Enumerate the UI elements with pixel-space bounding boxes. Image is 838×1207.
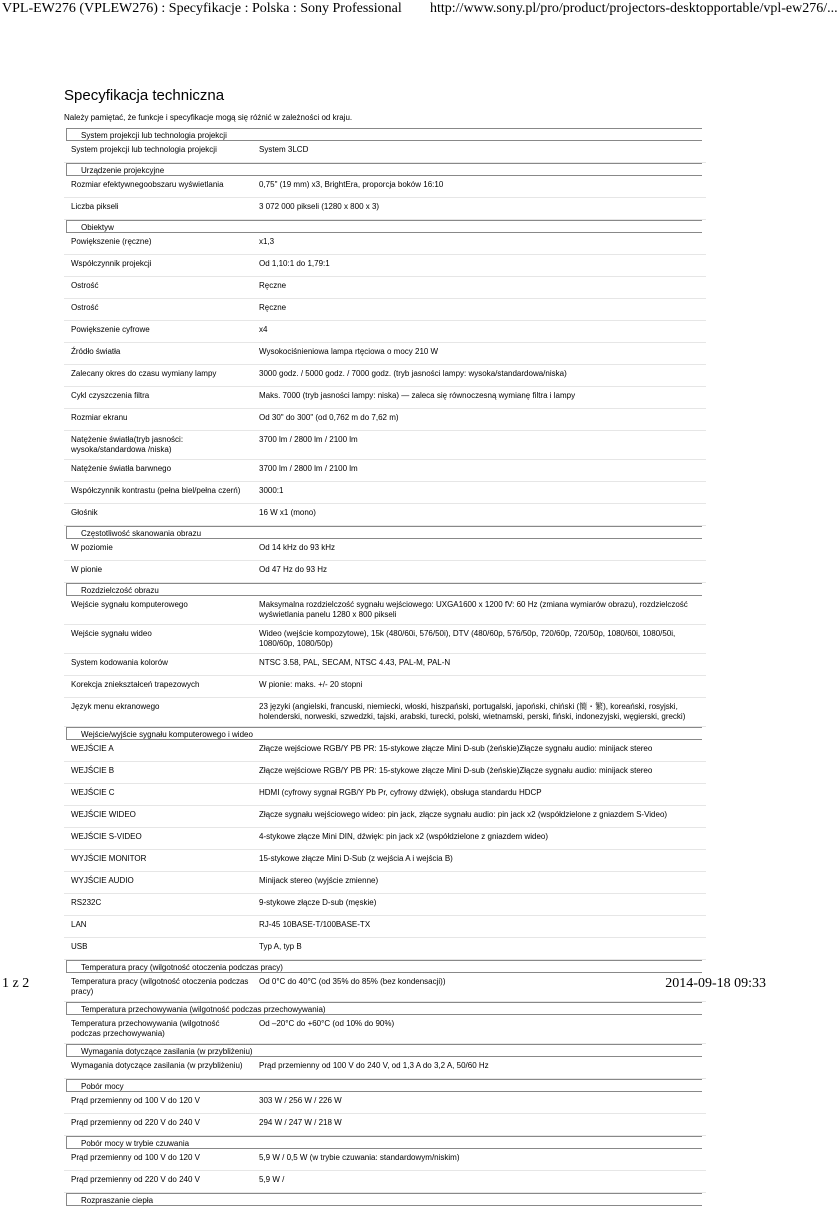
spec-row xyxy=(64,343,706,365)
spec-value: Wideo (wejście kompozytowe), 15k (480/60i, 576/50i), DTV (480/60p, 576/50p, 720/60p, 720/50p, 1080/60i, 1080/50i, 1080/60p, 1080/50p) xyxy=(259,629,676,648)
section-header: Rozpraszanie ciepła xyxy=(66,1193,702,1206)
spec-label: Wejście sygnału komputerowego xyxy=(71,600,188,609)
spec-label: W pionie xyxy=(71,565,103,574)
page-title-header: VPL-EW276 (VPLEW276) : Specyfikacje : Polska : Sony Professional xyxy=(2,1,402,16)
spec-label: WEJŚCIE WIDEO xyxy=(71,810,136,819)
spec-label: Źródło światła xyxy=(71,347,121,356)
spec-label: WEJŚCIE A xyxy=(71,744,114,753)
spec-row xyxy=(64,654,706,676)
spec-row xyxy=(64,277,706,299)
spec-row xyxy=(64,698,706,727)
spec-value: 16 W x1 (mono) xyxy=(259,508,316,517)
page-number: 1 z 2 xyxy=(2,976,30,991)
spec-row xyxy=(64,539,706,561)
spec-row xyxy=(64,828,706,850)
spec-value: Od 47 Hz do 93 Hz xyxy=(259,565,328,574)
spec-label: Powiększenie cyfrowe xyxy=(71,325,150,334)
spec-row xyxy=(64,872,706,894)
section-header: Temperatura pracy (wilgotność otoczenia podczas pracy) xyxy=(66,960,702,973)
spec-value: Maksymalna rozdzielczość sygnału wejściowego: UXGA1600 x 1200 fV: 60 Hz (zmiana wymiarów obrazu), rozdzielczość wyświetlania panelu 1280 x 800 pikseli xyxy=(259,600,688,619)
section-header: Rozdzielczość obrazu xyxy=(66,583,702,596)
spec-label: Głośnik xyxy=(71,508,98,517)
section-header: Obiektyw xyxy=(66,220,702,233)
spec-label: WEJŚCIE C xyxy=(71,788,115,797)
spec-row xyxy=(64,233,706,255)
spec-label: W poziomie xyxy=(71,543,113,552)
spec-value: Ręczne xyxy=(259,303,287,312)
print-footer xyxy=(0,974,768,994)
spec-row xyxy=(64,676,706,698)
spec-row xyxy=(64,938,706,960)
spec-value: System 3LCD xyxy=(259,145,309,154)
spec-value: x1,3 xyxy=(259,237,275,246)
spec-value: W pionie: maks. +/- 20 stopni xyxy=(259,680,363,689)
spec-label: Temperatura pracy (wilgotność otoczenia podczas pracy) xyxy=(71,977,249,996)
spec-row xyxy=(64,1015,706,1044)
spec-label: WYJŚCIE MONITOR xyxy=(71,854,147,863)
spec-value: 3700 lm / 2800 lm / 2100 lm xyxy=(259,464,358,473)
spec-label: Prąd przemienny od 100 V do 120 V xyxy=(71,1153,200,1162)
spec-value: RJ-45 10BASE-T/100BASE-TX xyxy=(259,920,371,929)
spec-value: Typ A, typ B xyxy=(259,942,302,951)
spec-row xyxy=(64,431,706,460)
spec-label: Prąd przemienny od 100 V do 120 V xyxy=(71,1096,200,1105)
spec-row xyxy=(64,1171,706,1193)
spec-label: USB xyxy=(71,942,88,951)
spec-row xyxy=(64,1114,706,1136)
spec-label: Ostrość xyxy=(71,281,99,290)
spec-row xyxy=(64,141,706,163)
spec-value: HDMI (cyfrowy sygnał RGB/Y Pb Pr, cyfrowy dźwięk), obsługa standardu HDCP xyxy=(259,788,542,797)
section-header: Wymagania dotyczące zasilania (w przybliżeniu) xyxy=(66,1044,702,1057)
spec-value: Od –20°C do +60°C (od 10% do 90%) xyxy=(259,1019,395,1028)
section-header: Pobór mocy w trybie czuwania xyxy=(66,1136,702,1149)
spec-value: Od 1,10:1 do 1,79:1 xyxy=(259,259,330,268)
page-heading: Specyfikacja techniczna xyxy=(64,87,225,104)
spec-value: Prąd przemienny od 100 V do 240 V, od 1,3 A do 3,2 A, 50/60 Hz xyxy=(259,1061,489,1070)
disclaimer-note: Należy pamiętać, że funkcje i specyfikacje mogą się różnić w zależności od kraju. xyxy=(64,113,353,122)
spec-value: 3000:1 xyxy=(259,486,284,495)
section-header: Wejście/wyjście sygnału komputerowego i wideo xyxy=(66,727,702,740)
spec-label: WEJŚCIE B xyxy=(71,766,115,775)
spec-row xyxy=(64,596,706,625)
spec-row xyxy=(64,504,706,526)
spec-label: LAN xyxy=(71,920,87,929)
spec-label: Cykl czyszczenia filtra xyxy=(71,391,150,400)
page-url: http://www.sony.pl/pro/product/projectors-desktopportable/vpl-ew276/... xyxy=(430,1,838,16)
spec-label: Rozmiar efektywnegoobszaru wyświetlania xyxy=(71,180,224,189)
spec-label: Zalecany okres do czasu wymiany lampy xyxy=(71,369,217,378)
spec-value: 5,9 W / xyxy=(259,1175,285,1184)
spec-row xyxy=(64,762,706,784)
spec-row xyxy=(64,916,706,938)
spec-label: System projekcji lub technologia projekcji xyxy=(71,145,217,154)
spec-label: Wymagania dotyczące zasilania (w przybliżeniu) xyxy=(71,1061,243,1070)
spec-label: Wejście sygnału wideo xyxy=(71,629,152,638)
spec-value: 15-stykowe złącze Mini D-Sub (z wejścia A i wejścia B) xyxy=(259,854,453,863)
spec-row xyxy=(64,198,706,220)
print-datetime: 2014-09-18 09:33 xyxy=(665,976,766,991)
spec-value: 0,75" (19 mm) x3, BrightEra, proporcja boków 16:10 xyxy=(259,180,444,189)
spec-value: Złącze wejściowe RGB/Y PB PR: 15-stykowe złącze Mini D-sub (żeńskie)Złącze sygnału audio: minijack stereo xyxy=(259,744,653,753)
spec-label: System kodowania kolorów xyxy=(71,658,168,667)
spec-row xyxy=(64,625,706,654)
spec-value: 294 W / 247 W / 218 W xyxy=(259,1118,342,1127)
spec-label: WYJŚCIE AUDIO xyxy=(71,876,134,885)
spec-value: 3000 godz. / 5000 godz. / 7000 godz. (tryb jasności lampy: wysoka/standardowa/niska) xyxy=(259,369,567,378)
spec-row xyxy=(64,784,706,806)
spec-row xyxy=(64,299,706,321)
spec-row xyxy=(64,482,706,504)
spec-label: Liczba pikseli xyxy=(71,202,119,211)
spec-label: Współczynnik kontrastu (pełna biel/pełna czerń) xyxy=(71,486,241,495)
spec-row xyxy=(64,850,706,872)
spec-value: Wysokociśnieniowa lampa rtęciowa o mocy 210 W xyxy=(259,347,439,356)
spec-label: Korekcja zniekształceń trapezowych xyxy=(71,680,200,689)
section-header: System projekcji lub technologia projekcji xyxy=(66,128,702,141)
spec-label: Prąd przemienny od 220 V do 240 V xyxy=(71,1175,200,1184)
print-header xyxy=(0,0,838,20)
spec-row xyxy=(64,460,706,482)
spec-value: 23 języki (angielski, francuski, niemiecki, włoski, hiszpański, portugalski, japoński, chiński (簡・繁), koreański, rosyjski, holenderski, norweski, szwedzki, tajski, arabski, turecki, polski, wietnamski, perski, fiński, indonezyjski, węgierski, grecki) xyxy=(259,702,686,721)
spec-row xyxy=(64,561,706,583)
section-header: Częstotliwość skanowania obrazu xyxy=(66,526,702,539)
spec-label: Współczynnik projekcji xyxy=(71,259,152,268)
spec-row xyxy=(64,894,706,916)
spec-value: 4-stykowe złącze Mini DIN, dźwięk: pin jack x2 (współdzielone z gniazdem wideo) xyxy=(259,832,549,841)
spec-value: Złącze sygnału wejściowego wideo: pin jack, złącze sygnału audio: pin jack x2 (współdzielone z gniazdem S-Video) xyxy=(259,810,668,819)
section-header: Temperatura przechowywania (wilgotność podczas przechowywania) xyxy=(66,1002,702,1015)
section-header: Pobór mocy xyxy=(66,1079,702,1092)
spec-label: Natężenie światła barwnego xyxy=(71,464,172,473)
spec-value: 9-stykowe złącze D-sub (męskie) xyxy=(259,898,377,907)
spec-value: 5,9 W / 0,5 W (w trybie czuwania: standardowym/niskim) xyxy=(259,1153,460,1162)
spec-label: WEJŚCIE S-VIDEO xyxy=(71,832,142,841)
spec-value: 3700 lm / 2800 lm / 2100 lm xyxy=(259,435,358,444)
spec-row xyxy=(64,1092,706,1114)
spec-row xyxy=(64,321,706,343)
spec-row xyxy=(64,176,706,198)
spec-value: Od 14 kHz do 93 kHz xyxy=(259,543,336,552)
spec-label: Rozmiar ekranu xyxy=(71,413,128,422)
spec-row xyxy=(64,255,706,277)
spec-row xyxy=(64,1057,706,1079)
spec-label: Ostrość xyxy=(71,303,99,312)
section-header: Urządzenie projekcyjne xyxy=(66,163,702,176)
spec-value: Od 0°C do 40°C (od 35% do 85% (bez kondensacji)) xyxy=(259,977,446,986)
spec-label: Temperatura przechowywania (wilgotność podczas przechowywania) xyxy=(71,1019,220,1038)
spec-value: x4 xyxy=(259,325,268,334)
spec-row xyxy=(64,387,706,409)
spec-label: Język menu ekranowego xyxy=(71,702,160,711)
spec-label: Natężenie światła(tryb jasności: wysoka/standardowa /niska) xyxy=(71,435,184,454)
spec-label: Powiększenie (ręczne) xyxy=(71,237,152,246)
spec-value: NTSC 3.58, PAL, SECAM, NTSC 4.43, PAL-M, PAL-N xyxy=(259,658,451,667)
spec-value: 3 072 000 pikseli (1280 x 800 x 3) xyxy=(259,202,380,211)
spec-value: Ręczne xyxy=(259,281,287,290)
spec-value: Złącze wejściowe RGB/Y PB PR: 15-stykowe złącze Mini D-sub (żeńskie)Złącze sygnału audio: minijack stereo xyxy=(259,766,653,775)
spec-row xyxy=(64,365,706,387)
spec-value: Minijack stereo (wyjście zmienne) xyxy=(259,876,379,885)
spec-value: Od 30" do 300" (od 0,762 m do 7,62 m) xyxy=(259,413,399,422)
spec-row xyxy=(64,409,706,431)
spec-value: Maks. 7000 (tryb jasności lampy: niska) — zaleca się równoczesną wymianę filtra i lampy xyxy=(259,391,576,400)
spec-table xyxy=(64,128,706,1206)
spec-row xyxy=(64,1149,706,1171)
spec-row xyxy=(64,806,706,828)
spec-value: 303 W / 256 W / 226 W xyxy=(259,1096,342,1105)
spec-label: RS232C xyxy=(71,898,102,907)
spec-row xyxy=(64,740,706,762)
spec-label: Prąd przemienny od 220 V do 240 V xyxy=(71,1118,200,1127)
